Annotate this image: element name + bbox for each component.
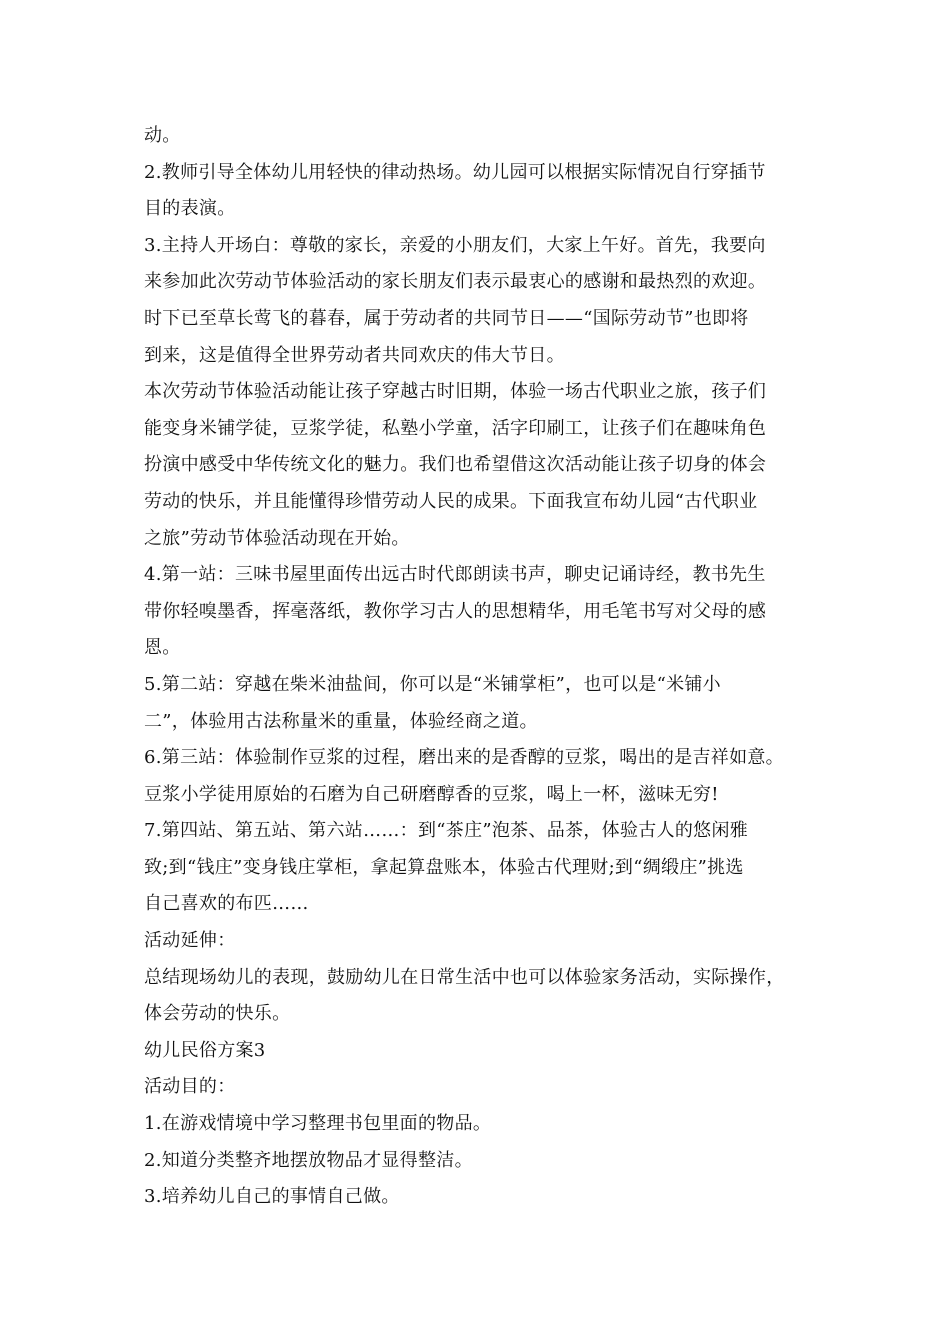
text-line: 动。 [144,125,181,146]
section-title: 幼儿民俗方案3 [144,1039,266,1061]
text-line: 5.第二站：穿越在柴米油盐间，你可以是“米铺掌柜”，也可以是“米铺小 [144,673,721,695]
text-line: 致;到“钱庄”变身钱庄掌柜，拿起算盘账本，体验古代理财;到“绸缎庄”挑选 [144,856,744,878]
text-line: 3.主持人开场白：尊敬的家长，亲爱的小朋友们，大家上午好。首先，我要向 [144,234,766,256]
text-line: 之旅”劳动节体验活动现在开始。 [144,527,410,549]
document-body [144,118,824,1216]
text-line: 目的表演。 [144,198,236,220]
text-line: 豆浆小学徒用原始的石磨为自己研磨醇香的豆浆，喝上一杯，滋味无穷! [144,783,719,805]
list-item: 3.培养幼儿自己的事情自己做。 [144,1186,400,1208]
list-item: 2.知道分类整齐地摆放物品才显得整洁。 [144,1149,473,1171]
text-line: 2.教师引导全体幼儿用轻快的律动热场。幼儿园可以根据实际情况自行穿插节 [144,161,766,183]
text-line: 能变身米铺学徒，豆浆学徒，私塾小学童，活字印刷工，让孩子们在趣味角色 [144,417,767,439]
text-line: 6.第三站：体验制作豆浆的过程，磨出来的是香醇的豆浆，喝出的是吉祥如意。 [144,747,784,769]
text-line: 体会劳动的快乐。 [144,1003,291,1025]
text-line: 二”，体验用古法称量米的重量，体验经商之道。 [144,710,538,732]
text-line: 4.第一站：三味书屋里面传出远古时代郎朗读书声，聊史记诵诗经，教书先生 [144,564,766,586]
text-line: 来参加此次劳动节体验活动的家长朋友们表示最衷心的感谢和最热烈的欢迎。 [144,271,767,293]
section-heading: 活动延伸： [144,930,236,952]
text-line: 带你轻嗅墨香，挥毫落纸，教你学习古人的思想精华，用毛笔书写对父母的感 [144,600,767,622]
list-item: 1.在游戏情境中学习整理书包里面的物品。 [144,1113,492,1135]
text-line: 到来，这是值得全世界劳动者共同欢庆的伟大节日。 [144,344,565,366]
text-line: 恩。 [144,637,181,659]
text-line: 劳动的快乐，并且能懂得珍惜劳动人民的成果。下面我宣布幼儿园“古代职业 [144,490,758,512]
text-line: 总结现场幼儿的表现，鼓励幼儿在日常生活中也可以体验家务活动，实际操作， [144,966,785,988]
section-heading: 活动目的： [144,1076,236,1098]
text-line: 7.第四站、第五站、第六站……：到“茶庄”泡茶、品茶，体验古人的悠闲雅 [144,820,749,842]
text-line: 时下已至草长莺飞的暮春，属于劳动者的共同节日——“国际劳动节”也即将 [144,307,749,329]
text-line: 自己喜欢的布匹…… [144,893,309,915]
text-line: 扮演中感受中华传统文化的魅力。我们也希望借这次活动能让孩子切身的体会 [144,454,767,476]
text-line: 本次劳动节体验活动能让孩子穿越古时旧期，体验一场古代职业之旅，孩子们 [144,381,767,403]
